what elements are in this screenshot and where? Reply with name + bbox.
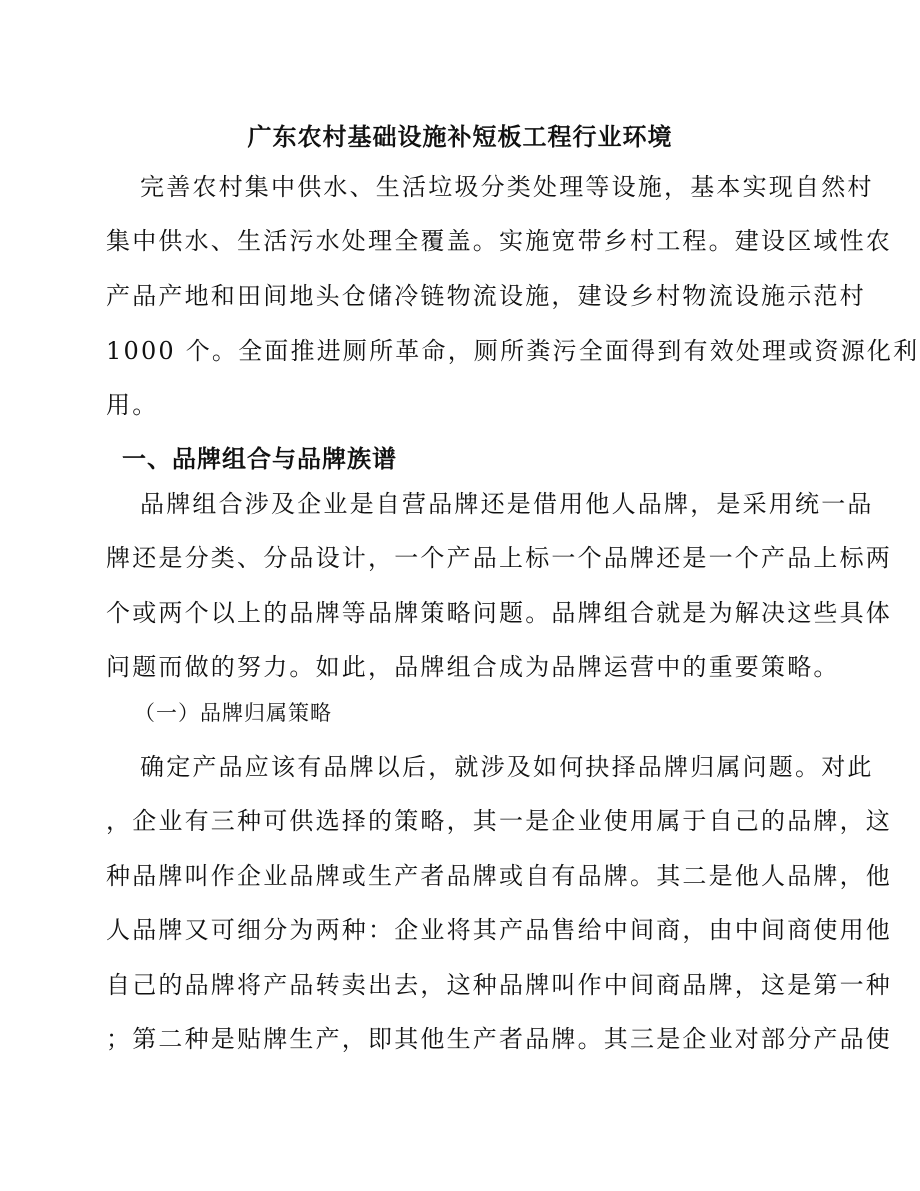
subsection-heading: （一）品牌归属策略 bbox=[134, 701, 332, 725]
text-line: 品牌组合涉及企业是自营品牌还是借用他人品牌，是采用统一品 bbox=[140, 490, 874, 518]
text-line: 问题而做的努力。如此，品牌组合成为品牌运营中的重要策略。 bbox=[106, 653, 840, 681]
text-line: 1000 个。全面推进厕所革命，厕所粪污全面得到有效处理或资源化利 bbox=[106, 337, 920, 365]
text-line: 种品牌叫作企业品牌或生产者品牌或自有品牌。其二是他人品牌，他 bbox=[106, 862, 892, 890]
text-line: 个或两个以上的品牌等品牌策略问题。品牌组合就是为解决这些具体 bbox=[106, 599, 892, 627]
text-line: 集中供水、生活污水处理全覆盖。实施宽带乡村工程。建设区域性农 bbox=[106, 227, 892, 255]
text-line: 人品牌又可细分为两种：企业将其产品售给中间商，由中间商使用他 bbox=[106, 916, 892, 944]
text-line: 完善农村集中供水、生活垃圾分类处理等设施，基本实现自然村 bbox=[140, 173, 874, 201]
text-line: ；第二种是贴牌生产，即其他生产者品牌。其三是企业对部分产品使 bbox=[106, 1025, 892, 1053]
text-line: 确定产品应该有品牌以后，就涉及如何抉择品牌归属问题。对此 bbox=[140, 753, 874, 781]
text-line: 牌还是分类、分品设计，一个产品上标一个品牌还是一个产品上标两 bbox=[106, 544, 892, 572]
section-heading-1: 一、品牌组合与品牌族谱 bbox=[122, 444, 397, 473]
text-line: 自己的品牌将产品转卖出去，这种品牌叫作中间商品牌，这是第一种 bbox=[106, 971, 892, 999]
document-title: 广东农村基础设施补短板工程行业环境 bbox=[247, 122, 673, 151]
text-line: 产品产地和田间地头仓储冷链物流设施，建设乡村物流设施示范村 bbox=[106, 282, 866, 310]
text-line: 用。 bbox=[106, 391, 159, 419]
text-line: ，企业有三种可供选择的策略，其一是企业使用属于自己的品牌，这 bbox=[106, 807, 892, 835]
